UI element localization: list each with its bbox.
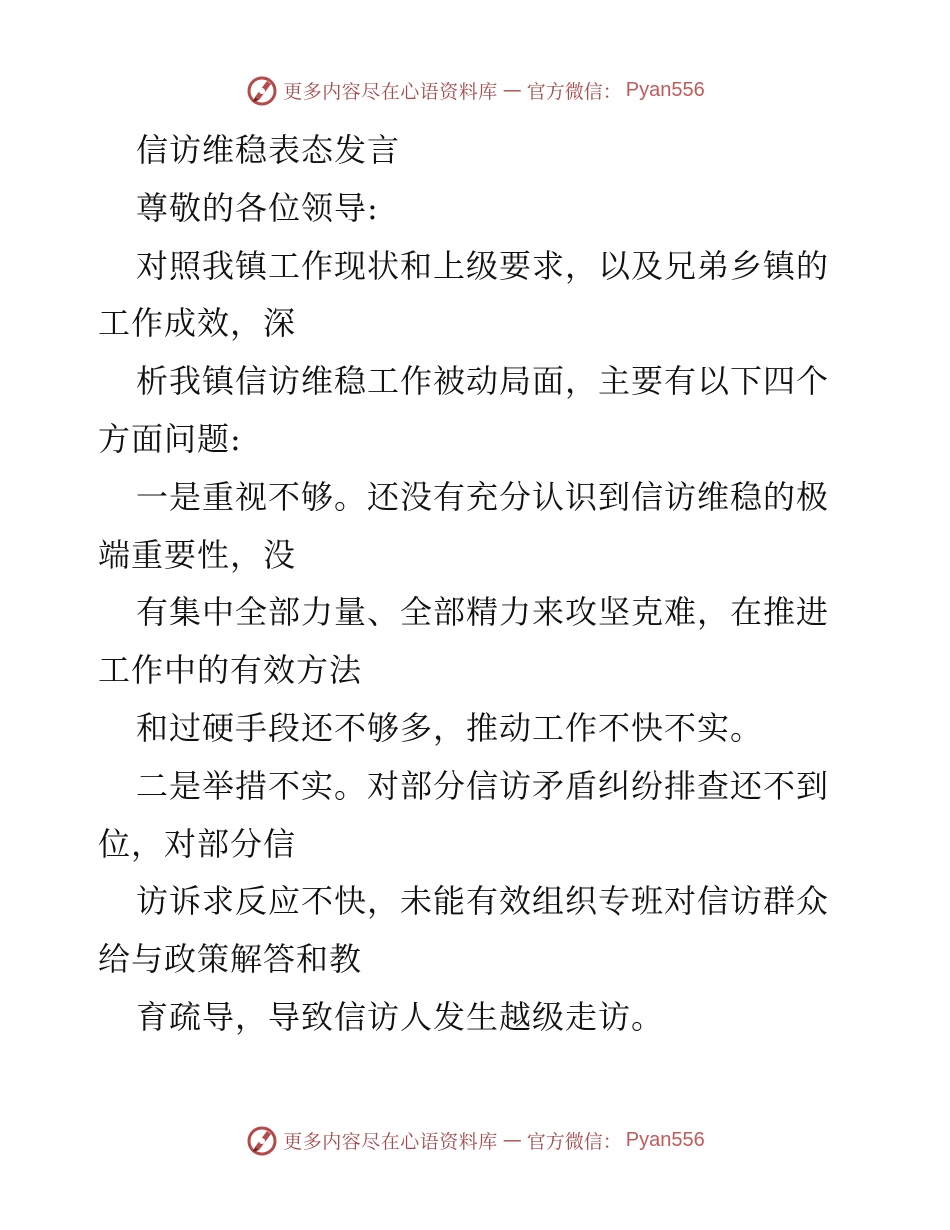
footer-watermark xyxy=(0,1120,950,1160)
watermark-wechat-id: Pyan556 xyxy=(625,1128,705,1151)
red-pen-circle-logo-icon xyxy=(245,1123,279,1157)
text-line: 工作中的有效方法 xyxy=(98,651,363,690)
watermark-wechat-label: 官方微信： xyxy=(526,80,622,103)
text-line: 给与政策解答和教 xyxy=(98,940,363,979)
text-line: 访诉求反应不快，未能有效组织专班对信访群众 xyxy=(136,882,830,921)
text-line: 位，对部分信 xyxy=(98,824,297,863)
watermark-wechat-label: 官方微信： xyxy=(526,1130,622,1153)
watermark-text: 更多内容尽在心语资料库 xyxy=(283,1130,498,1153)
text-line: 一是重视不够。还没有充分认识到信访维稳的极 xyxy=(136,477,830,516)
header-watermark xyxy=(0,70,950,110)
text-line: 信访维稳表态发言 xyxy=(136,131,401,169)
watermark-wechat-id: Pyan556 xyxy=(625,78,705,101)
text-line: 尊敬的各位领导: xyxy=(136,188,379,227)
text-line: 有集中全部力量、全部精力来攻坚克难，在推进 xyxy=(136,593,830,632)
text-line: 析我镇信访维稳工作被动局面，主要有以下四个 xyxy=(136,362,830,401)
text-line: 育疏导，导致信访人发生越级走访。 xyxy=(136,997,665,1036)
text-line: 端重要性，没 xyxy=(98,535,297,574)
text-line: 对照我镇工作现状和上级要求，以及兄弟乡镇的 xyxy=(136,246,830,285)
watermark-dash: — xyxy=(502,1129,522,1151)
text-line: 和过硬手段还不够多，推动工作不快不实。 xyxy=(136,708,764,747)
text-line: 方面问题: xyxy=(98,419,242,458)
watermark-dash: — xyxy=(502,79,522,101)
watermark-text: 更多内容尽在心语资料库 xyxy=(283,80,498,103)
text-line: 工作成效，深 xyxy=(98,304,297,343)
document-body xyxy=(98,122,858,1047)
text-line: 二是举措不实。对部分信访矛盾纠纷排查还不到 xyxy=(136,766,830,805)
red-pen-circle-logo-icon xyxy=(245,73,279,107)
